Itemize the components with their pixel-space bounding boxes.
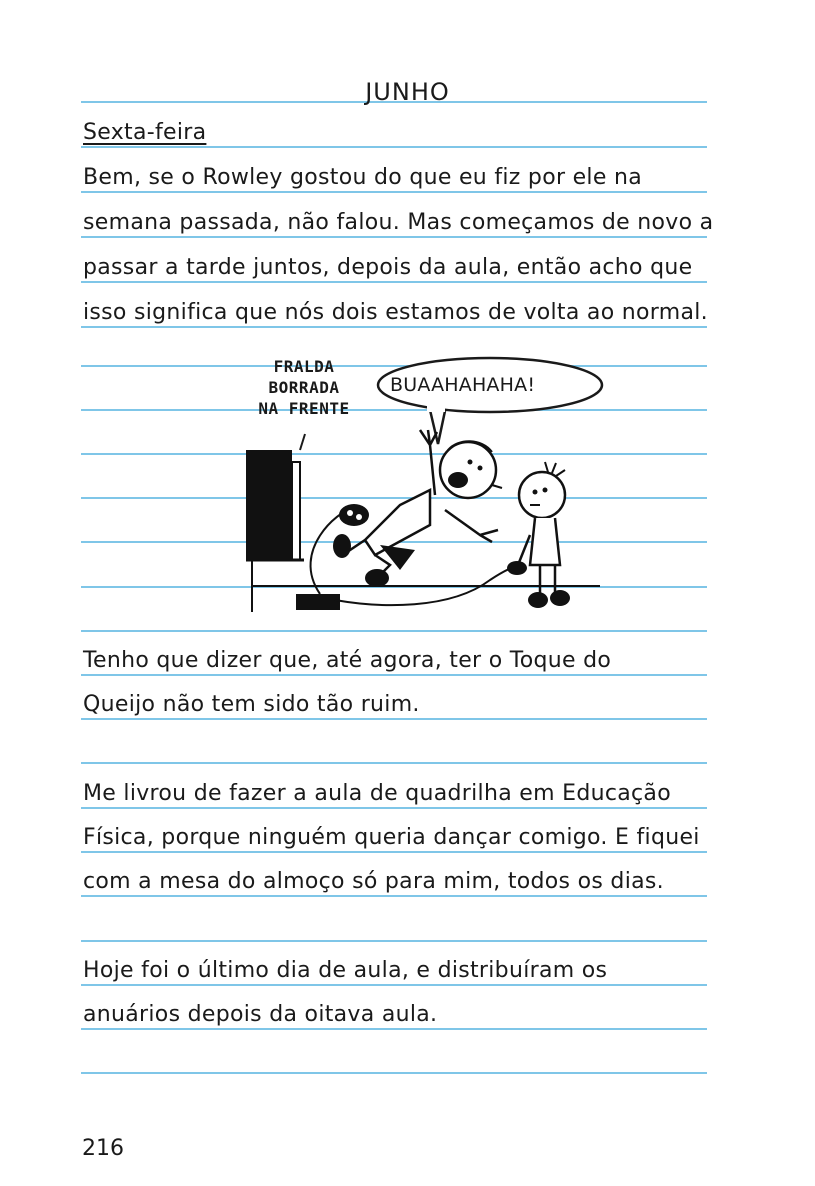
speech-bubble-text: BUAAHAHAHA! (390, 374, 536, 396)
caption-line: FRALDA (273, 357, 335, 376)
ruled-line (81, 762, 707, 764)
tv-side (292, 462, 300, 560)
text-line: semana passada, não falou. Mas começamos de novo a (83, 210, 714, 235)
entry-day-heading: Sexta-feira (83, 120, 207, 145)
text-line: Física, porque ninguém queria dançar comigo. E fiquei (83, 825, 700, 850)
text-line: Me livrou de fazer a aula de quadrilha em Educação (83, 781, 671, 806)
rowley-shorts (380, 545, 415, 570)
ruled-line (81, 895, 707, 897)
ruled-line (81, 718, 707, 720)
page-number: 216 (82, 1136, 124, 1161)
rowley-arm (445, 510, 498, 542)
illustration (230, 350, 610, 615)
text-line: passar a tarde juntos, depois da aula, então acho que (83, 255, 693, 280)
text-line: com a mesa do almoço só para mim, todos os dias. (83, 869, 664, 894)
text-line: Tenho que dizer que, até agora, ter o Toque do (83, 648, 612, 673)
text-line: isso significa que nós dois estamos de volta ao normal. (83, 300, 708, 325)
ruled-line (81, 851, 707, 853)
rowley-shoe (365, 569, 389, 587)
greg-head (519, 472, 565, 518)
tv-screen (246, 450, 292, 560)
text-line: Bem, se o Rowley gostou do que eu fiz por ele na (83, 165, 642, 190)
rowley-laughing-mouth (448, 472, 468, 488)
text-line: Queijo não tem sido tão ruim. (83, 692, 420, 717)
greg-controller (507, 561, 527, 575)
ruled-line (81, 326, 707, 328)
greg-body (530, 518, 560, 565)
ruled-line (81, 1072, 707, 1074)
ruled-line (81, 984, 707, 986)
ruled-line (81, 191, 707, 193)
ruled-line (81, 236, 707, 238)
ruled-line (81, 1028, 707, 1030)
caption-line: NA FRENTE (258, 399, 350, 418)
ruled-line (81, 281, 707, 283)
caption-line: BORRADA (268, 378, 340, 397)
greg-shoe (528, 592, 548, 608)
rowley-head (440, 442, 496, 498)
ruled-line (81, 674, 707, 676)
page-title: JUNHO (365, 78, 450, 106)
rowley-arm (420, 430, 437, 495)
ruled-line (81, 630, 707, 632)
bubble-tail-mask (427, 406, 445, 412)
greg-shoe (550, 590, 570, 606)
dropped-controller (339, 504, 369, 526)
text-line: anuários depois da oitava aula. (83, 1002, 438, 1027)
game-console (296, 594, 340, 610)
rowley-body (365, 490, 430, 555)
caption-pointer (300, 434, 305, 450)
ruled-line (81, 146, 707, 148)
ruled-line (81, 807, 707, 809)
ruled-line (81, 940, 707, 942)
greg-arm (518, 535, 530, 565)
greg-legs (540, 565, 555, 595)
rowley-shoe (333, 534, 351, 558)
controller-cable (335, 564, 522, 605)
text-line: Hoje foi o último dia de aula, e distribuíram os (83, 958, 608, 983)
